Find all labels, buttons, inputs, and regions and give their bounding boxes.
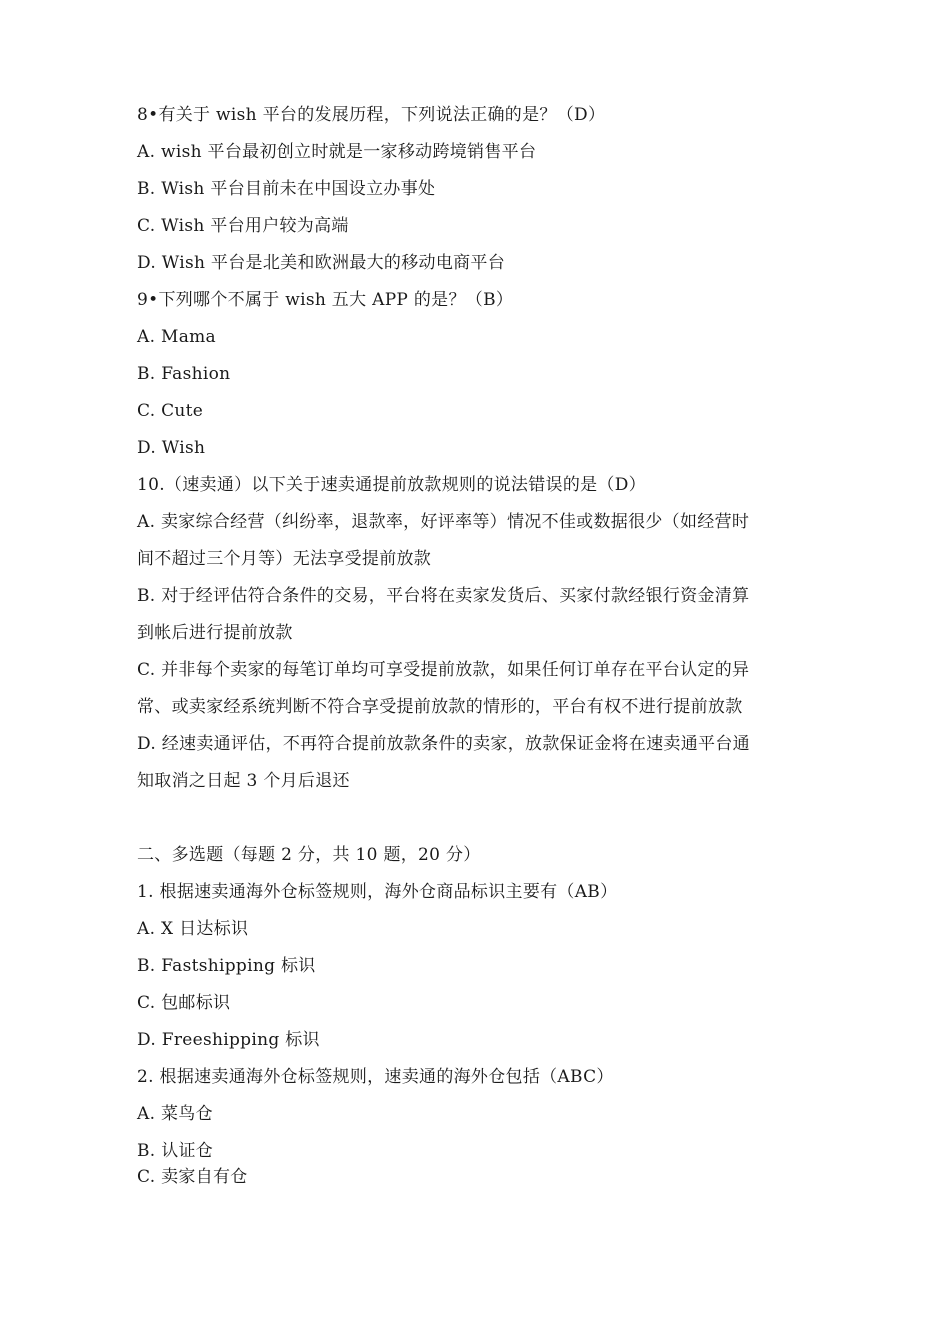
mc-question-2-option-b: B. 认证仓: [137, 1141, 214, 1161]
question-10: 10.（速卖通）以下关于速卖通提前放款规则的说法错误的是（D）: [137, 475, 646, 495]
question-10-option-c-line-2: 常、或卖家经系统判断不符合享受提前放款的情形的，平台有权不进行提前放款: [137, 697, 743, 717]
question-10-option-a-line-2: 间不超过三个月等）无法享受提前放款: [137, 549, 432, 569]
question-8-option-b: B. Wish 平台目前未在中国设立办事处: [137, 179, 436, 199]
question-10-option-b-line-1: B. 对于经评估符合条件的交易，平台将在卖家发货后、买家付款经银行资金清算: [137, 586, 750, 606]
question-8-option-a: A. wish 平台最初创立时就是一家移动跨境销售平台: [137, 142, 537, 162]
question-9: 9•下列哪个不属于 wish 五大 APP 的是？（B）: [137, 290, 514, 310]
question-9-option-b: B. Fashion: [137, 364, 231, 384]
mc-question-2-option-a: A. 菜鸟仓: [137, 1104, 213, 1124]
question-8: 8•有关于 wish 平台的发展历程，下列说法正确的是？（D）: [137, 105, 606, 125]
question-8-option-d: D. Wish 平台是北美和欧洲最大的移动电商平台: [137, 253, 506, 273]
question-10-option-d-line-1: D. 经速卖通评估，不再符合提前放款条件的卖家，放款保证金将在速卖通平台通: [137, 734, 750, 754]
mc-question-1: 1. 根据速卖通海外仓标签规则，海外仓商品标识主要有（AB）: [137, 882, 618, 902]
section-heading-multiple-choice: 二、多选题（每题 2 分，共 10 题，20 分）: [137, 845, 481, 865]
mc-question-2-option-c: C. 卖家自有仓: [137, 1167, 248, 1187]
question-9-option-a: A. Mama: [137, 327, 216, 347]
question-9-option-c: C. Cute: [137, 401, 204, 421]
question-9-option-d: D. Wish: [137, 438, 206, 458]
question-8-option-c: C. Wish 平台用户较为高端: [137, 216, 349, 236]
mc-question-1-option-a: A. X 日达标识: [137, 919, 249, 939]
mc-question-1-option-d: D. Freeshipping 标识: [137, 1030, 320, 1050]
mc-question-2: 2. 根据速卖通海外仓标签规则，速卖通的海外仓包括（ABC）: [137, 1067, 614, 1087]
mc-question-1-option-c: C. 包邮标识: [137, 993, 231, 1013]
question-10-option-b-line-2: 到帐后进行提前放款: [137, 623, 293, 643]
question-10-option-d-line-2: 知取消之日起 3 个月后退还: [137, 771, 350, 791]
mc-question-1-option-b: B. Fastshipping 标识: [137, 956, 316, 976]
question-10-option-a-line-1: A. 卖家综合经营（纠纷率，退款率，好评率等）情况不佳或数据很少（如经营时: [137, 512, 750, 532]
question-10-option-c-line-1: C. 并非每个卖家的每笔订单均可享受提前放款，如果任何订单存在平台认定的异: [137, 660, 750, 680]
